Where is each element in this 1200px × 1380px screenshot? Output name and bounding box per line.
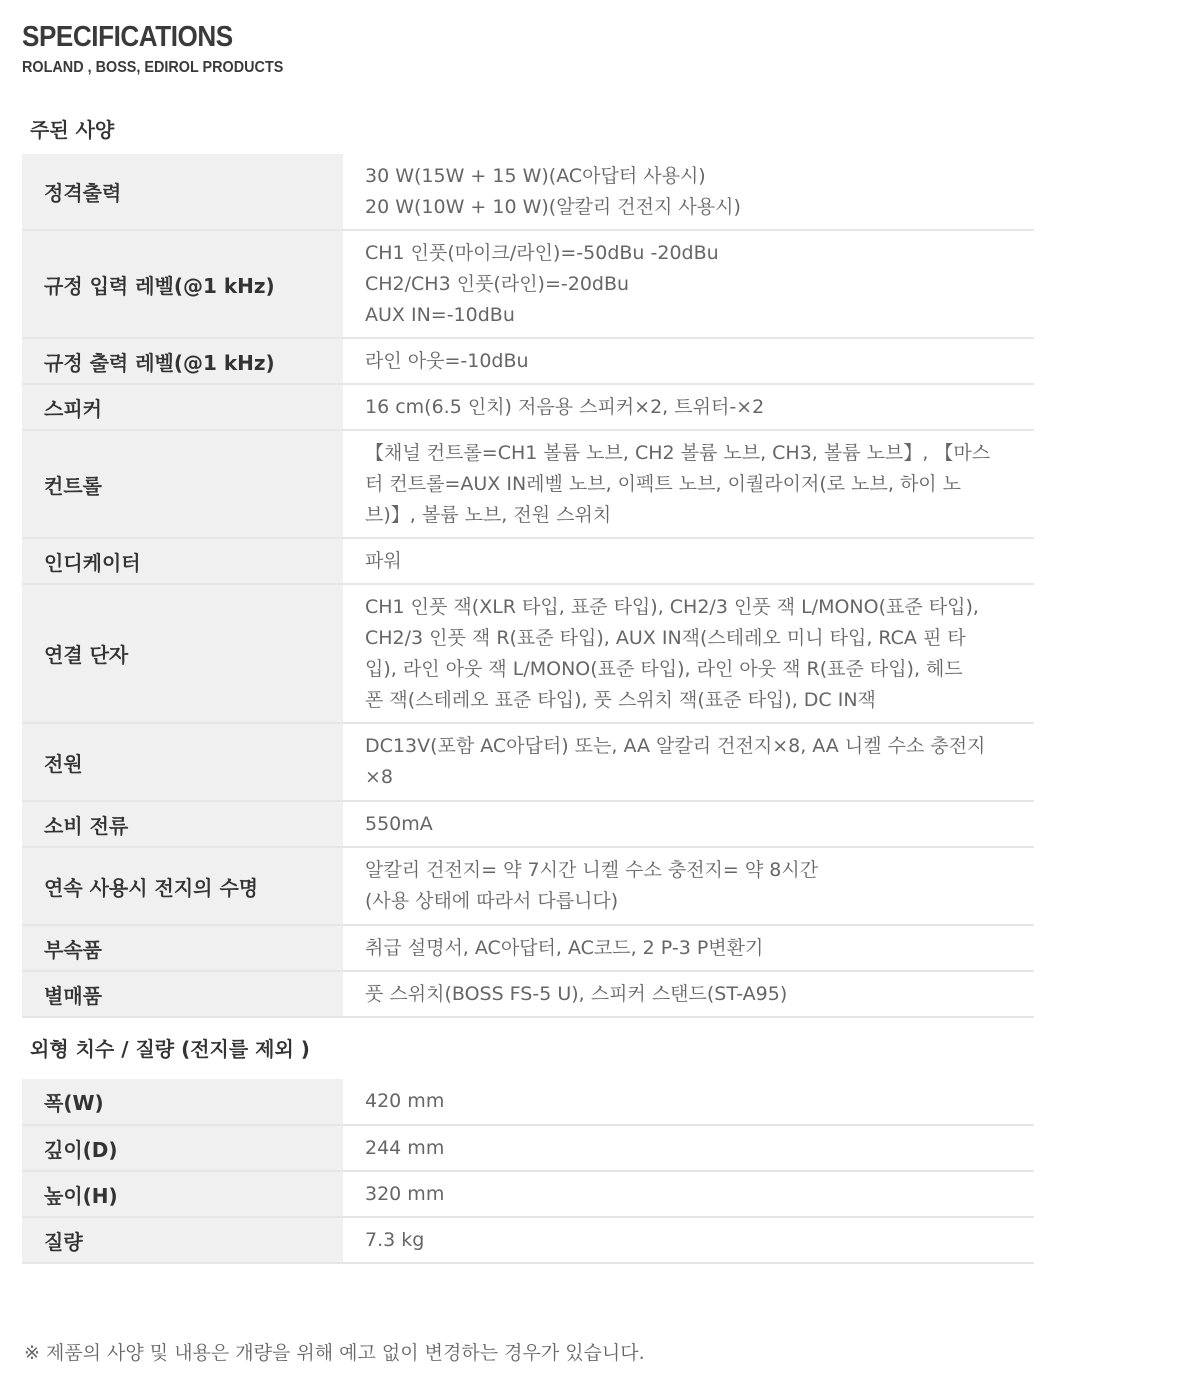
spec-value-line: 터 컨트롤=AUX IN레벨 노브, 이펙트 노브, 이퀄라이저(로 노브, 하이 노: [365, 472, 962, 495]
spec-value-line: AUX IN=-10dBu: [365, 303, 515, 326]
dimension-row: [22, 1217, 1034, 1263]
dimension-value-line: 244 mm: [365, 1136, 445, 1159]
dimension-value: [343, 1217, 1034, 1263]
spec-value-line: 【채널 컨트롤=CH1 볼륨 노브, CH2 볼륨 노브, CH3, 볼륨 노브】, 【마스: [365, 441, 991, 464]
spec-value-line: 입), 라인 아웃 잭 L/MONO(표준 타입), 라인 아웃 잭 R(표준 타입), 헤드: [365, 657, 963, 680]
spec-value-line: 550mA: [365, 812, 433, 835]
spec-value-line: 알칼리 건전지= 약 7시간 니켈 수소 충전지= 약 8시간: [365, 859, 819, 881]
spec-label: 별매품: [22, 971, 343, 1017]
spec-label: 스피커: [22, 384, 343, 430]
dimension-row: [22, 1171, 1034, 1217]
spec-value-line: 라인 아웃=-10dBu: [365, 349, 529, 372]
spec-value-line: DC13V(포함 AC아답터) 또는, AA 알칼리 건전지×8, AA 니켈 수소 충전지: [365, 735, 986, 757]
dimensions-table: [22, 1079, 1034, 1264]
spec-value: [343, 538, 1034, 584]
page-header: [22, 18, 312, 78]
spec-label: 연결 단자: [22, 584, 343, 723]
spec-value-line: CH1 인풋(마이크/라인)=-50dBu -20dBu: [365, 241, 719, 264]
spec-row: [22, 230, 1034, 338]
spec-row: [22, 801, 1034, 847]
spec-value-line: 폰 잭(스테레오 표준 타입), 풋 스위치 잭(표준 타입), DC IN잭: [365, 688, 876, 711]
spec-label: 컨트롤: [22, 430, 343, 538]
dimensions-heading: 외형 치수 / 질량 (전지를 제외 ): [30, 1037, 310, 1061]
dimension-label: 폭(W): [22, 1079, 343, 1125]
spec-row: [22, 384, 1034, 430]
dimension-value: [343, 1079, 1034, 1125]
spec-value-line: 16 cm(6.5 인치) 저음용 스피커×2, 트위터-×2: [365, 395, 765, 418]
spec-value-line: CH1 인풋 잭(XLR 타입, 표준 타입), CH2/3 인풋 잭 L/MONO(표준 타입),: [365, 595, 979, 618]
spec-label: 규정 출력 레벨(@1 kHz): [22, 338, 343, 384]
spec-value: [343, 801, 1034, 847]
spec-label: 전원: [22, 723, 343, 801]
dimension-row: [22, 1079, 1034, 1125]
spec-value: [343, 230, 1034, 338]
dimension-value-line: 320 mm: [365, 1182, 445, 1205]
spec-value-line: 풋 스위치(BOSS FS-5 U), 스피커 스탠드(ST-A95): [365, 982, 788, 1005]
page-title: SPECIFICATIONS: [22, 21, 233, 53]
spec-label: 소비 전류: [22, 801, 343, 847]
page-subtitle: ROLAND , BOSS, EDIROL PRODUCTS: [22, 59, 284, 76]
spec-value-line: (사용 상태에 따라서 다릅니다): [365, 890, 619, 912]
spec-row: [22, 584, 1034, 723]
spec-value: [343, 338, 1034, 384]
spec-row: [22, 723, 1034, 801]
spec-row: [22, 925, 1034, 971]
main-specs-table: [22, 154, 1034, 1018]
spec-label: 연속 사용시 전지의 수명: [22, 847, 343, 925]
dimension-label: 질량: [22, 1217, 343, 1263]
spec-label: 정격출력: [22, 154, 343, 230]
spec-label: 부속품: [22, 925, 343, 971]
spec-value-line: 20 W(10W + 10 W)(알칼리 건전지 사용시): [365, 195, 741, 218]
spec-row: [22, 971, 1034, 1017]
spec-value: [343, 584, 1034, 723]
dimension-value: [343, 1125, 1034, 1171]
spec-value-line: 30 W(15W + 15 W)(AC아답터 사용시): [365, 164, 706, 187]
spec-row: [22, 338, 1034, 384]
spec-label: 인디케이터: [22, 538, 343, 584]
dimension-value-line: 7.3 kg: [365, 1228, 425, 1251]
spec-value: [343, 971, 1034, 1017]
spec-row: [22, 154, 1034, 230]
spec-value-line: 파워: [365, 549, 402, 572]
spec-value-line: ×8: [365, 766, 394, 788]
spec-row: [22, 430, 1034, 538]
spec-value: [343, 925, 1034, 971]
dimension-value: [343, 1171, 1034, 1217]
dimension-label: 깊이(D): [22, 1125, 343, 1171]
spec-value: [343, 384, 1034, 430]
dimension-label: 높이(H): [22, 1171, 343, 1217]
spec-row: [22, 538, 1034, 584]
spec-value: [343, 723, 1034, 801]
spec-value: [343, 847, 1034, 925]
spec-row: [22, 847, 1034, 925]
dimension-value-line: 420 mm: [365, 1090, 445, 1112]
dimension-row: [22, 1125, 1034, 1171]
spec-value-line: CH2/CH3 인풋(라인)=-20dBu: [365, 272, 630, 295]
spec-value-line: 취급 설명서, AC아답터, AC코드, 2 P-3 P변환기: [365, 936, 764, 959]
footnote: ※ 제품의 사양 및 내용은 개량을 위해 예고 없이 변경하는 경우가 있습니다.: [24, 1342, 645, 1364]
spec-value-line: CH2/3 인풋 잭 R(표준 타입), AUX IN잭(스테레오 미니 타입, RCA 핀 타: [365, 626, 966, 649]
spec-value: [343, 430, 1034, 538]
spec-value-line: 브)】, 볼륨 노브, 전원 스위치: [365, 503, 612, 526]
spec-value: [343, 154, 1034, 230]
main-specs-heading: 주된 사양: [30, 118, 115, 142]
spec-label: 규정 입력 레벨(@1 kHz): [22, 230, 343, 338]
